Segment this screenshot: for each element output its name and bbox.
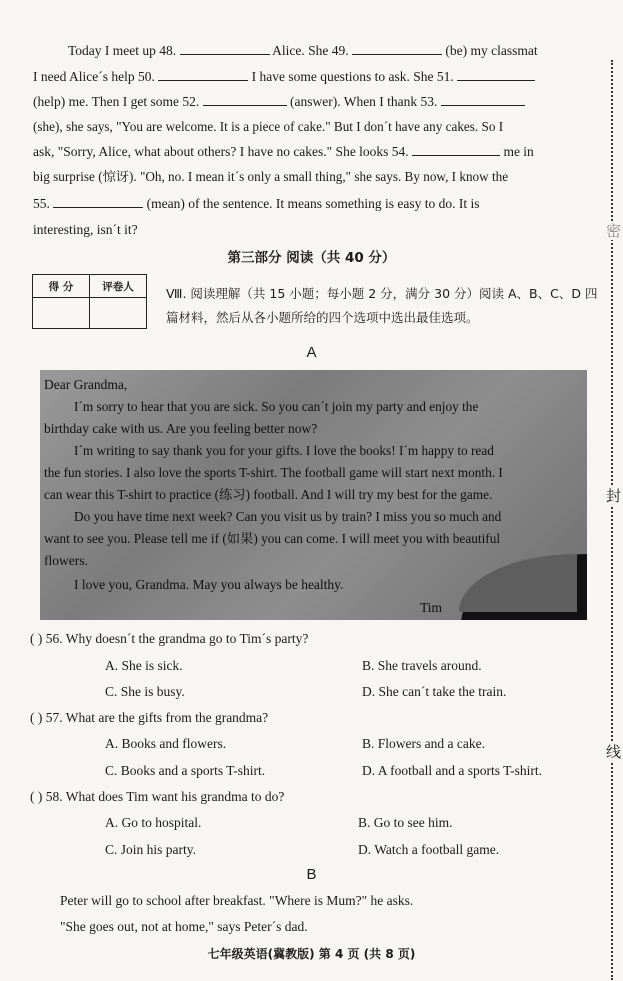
question-58: [30, 788, 284, 806]
letter-line-6: can wear this T-shirt to practice (练习) football. And I will try my best for the game.: [44, 487, 493, 502]
section-title: 第三部分 阅读（共 40 分）: [227, 250, 396, 266]
letter-line-2: I´m sorry to hear that you are sick. So you can´t join my party and enjoy the: [74, 399, 479, 414]
passage-line-2: I need Alice´s help 50. I have some questions to ask. She 51.: [33, 68, 595, 86]
letter-line-7: Do you have time next week? Can you visit us by train? I miss you so much and: [74, 509, 502, 524]
passage-line-6: big surprise (惊讶). "Oh, no. I mean it´s only a small thing," she says. By now, I know the: [33, 169, 509, 184]
margin-char-feng: 封: [606, 487, 622, 505]
option-57-c: C. Books and a sports T-shirt.: [105, 763, 266, 778]
passage-line-3: (help) me. Then I get some 52. (answer). When I thank 53.: [33, 93, 595, 111]
answer-paren[interactable]: ( ): [30, 631, 43, 646]
letter-line-4: I´m writing to say thank you for your gifts. I love the books! I´m happy to read: [74, 443, 494, 458]
binding-line: [611, 60, 613, 980]
passage-line-8: interesting, isn´t it?: [33, 222, 138, 237]
part-b-line-1: Peter will go to school after breakfast. "Where is Mum?" he asks.: [60, 893, 414, 908]
letter-signature: Tim: [420, 600, 443, 615]
section-instruction: Ⅷ. 阅读理解（共 15 小题；每小题 2 分，满分 30 分）阅读 A、B、C、D 四篇材料，然后从各小题所给的四个选项中选出最佳选项。: [166, 286, 598, 325]
letter-line-10: I love you, Grandma. May you always be healthy.: [74, 577, 344, 592]
letter-line-9: flowers.: [44, 553, 88, 568]
option-57-b: B. Flowers and a cake.: [362, 736, 485, 751]
answer-paren[interactable]: ( ): [30, 789, 43, 804]
question-57: [30, 709, 268, 727]
letter-greeting: Dear Grandma,: [44, 377, 128, 392]
question-stem: 56. Why doesn´t the grandma go to Tim´s party?: [45, 631, 309, 646]
passage-line-5: ask, "Sorry, Alice, what about others? I have no cakes." She looks 54. me in: [33, 144, 534, 159]
option-58-c: C. Join his party.: [105, 842, 196, 857]
option-56-a: A. She is sick.: [105, 658, 183, 673]
part-b-line-2: "She goes out, not at home," says Peter´s dad.: [60, 919, 308, 934]
question-stem: 58. What does Tim want his grandma to do?: [45, 789, 285, 804]
option-56-b: B. She travels around.: [362, 658, 482, 673]
option-58-a: A. Go to hospital.: [105, 815, 202, 830]
part-b-label: B: [306, 866, 317, 883]
option-58-b: B. Go to see him.: [358, 815, 453, 830]
score-table: [32, 274, 147, 329]
question-56: [30, 630, 308, 648]
part-a-label: A: [306, 344, 317, 361]
letter-picture: [40, 370, 587, 620]
score-header: 得 分: [33, 275, 90, 298]
letter-line-3: birthday cake with us. Are you feeling better now?: [44, 421, 318, 436]
question-stem: 57. What are the gifts from the grandma?: [45, 710, 269, 725]
grader-header: 评卷人: [90, 275, 147, 298]
option-58-d: D. Watch a football game.: [358, 842, 500, 857]
grader-cell[interactable]: [90, 298, 147, 329]
passage-line-1: Today I meet up 48. Alice. She 49. (be) my classmat: [68, 43, 538, 58]
letter-line-5: the fun stories. I also love the sports T-shirt. The football game will start next month. I: [44, 465, 503, 480]
page-footer: 七年级英语(冀教版) 第 4 页 (共 8 页): [207, 947, 416, 961]
answer-paren[interactable]: ( ): [30, 710, 43, 725]
option-56-c: C. She is busy.: [105, 684, 185, 699]
score-cell[interactable]: [33, 298, 90, 329]
margin-char-xian: 线: [606, 743, 622, 761]
letter-line-8: want to see you. Please tell me if (如果) you can come. I will meet you with beautiful: [44, 531, 501, 546]
passage-line-4: (she), she says, "You are welcome. It is a piece of cake." But I don´t have any cakes. So I: [33, 119, 504, 134]
option-57-a: A. Books and flowers.: [105, 736, 227, 751]
margin-char-mi: 密: [606, 222, 622, 240]
option-56-d: D. She can´t take the train.: [362, 684, 507, 699]
option-57-d: D. A football and a sports T-shirt.: [362, 763, 542, 778]
passage-line-7: 55. (mean) of the sentence. It means something is easy to do. It is: [33, 196, 480, 211]
